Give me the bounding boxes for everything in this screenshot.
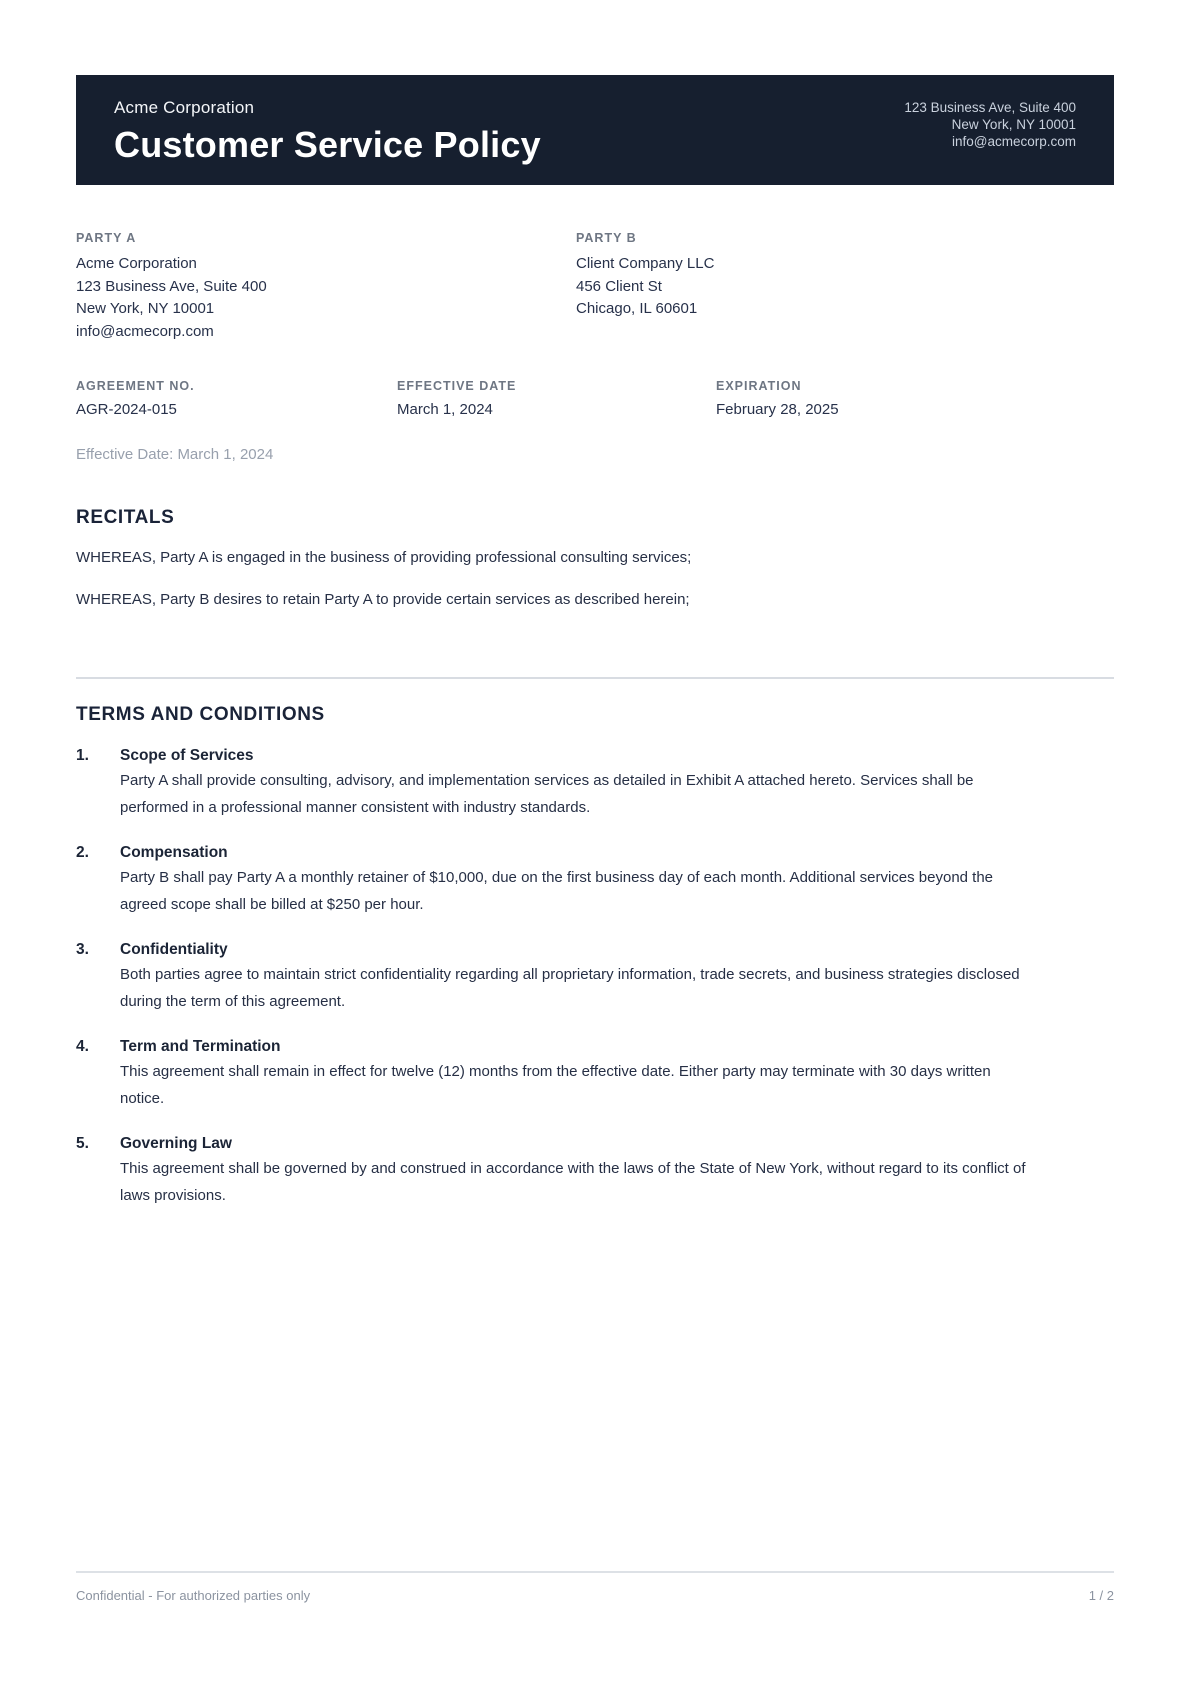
term-body: Party A shall provide consulting, advisory, and implementation services as detailed in Exhibit A attached hereto. Services shall be performed in a professional manner consistent with industry standards. <box>120 772 974 816</box>
term-body: Party B shall pay Party A a monthly retainer of $10,000, due on the first business day of each month. Additional services beyond the agreed scope shall be billed at $250 per hour. <box>120 869 994 913</box>
party-a-name: Acme Corporation <box>76 255 197 272</box>
party-a-block <box>76 231 576 343</box>
term-item-governing-law <box>76 1133 1038 1209</box>
party-b-name: Client Company LLC <box>576 255 715 272</box>
party-b-block <box>576 231 1114 343</box>
agreement-number-value: AGR-2024-015 <box>76 401 177 418</box>
term-item-termination <box>76 1036 1038 1112</box>
recitals-section <box>76 507 1114 609</box>
agreement-number-block <box>76 379 397 418</box>
company-name: Acme Corporation <box>114 98 255 118</box>
term-body: Both parties agree to maintain strict confidentiality regarding all proprietary information, trade secrets, and business strategies disclosed during the term of this agreement. <box>120 966 1020 1010</box>
effective-date-block <box>397 379 716 418</box>
term-item-confidentiality <box>76 939 1038 1015</box>
party-a-city: New York, NY 10001 <box>76 300 215 317</box>
header-left <box>114 98 541 164</box>
party-a-email: info@acmecorp.com <box>76 322 214 340</box>
party-b-label: PARTY B <box>576 231 637 245</box>
term-title: Term and Termination <box>120 1038 281 1055</box>
expiration-block <box>716 379 1114 418</box>
agreement-number-label: AGREEMENT NO. <box>76 379 195 393</box>
term-title: Confidentiality <box>120 941 228 958</box>
section-divider <box>76 677 1114 679</box>
header-address-line: New York, NY 10001 <box>951 116 1076 132</box>
term-title: Scope of Services <box>120 747 254 764</box>
document-title: Customer Service Policy <box>114 124 541 166</box>
party-b-address: 456 Client St <box>576 277 662 295</box>
term-number: 5. <box>76 1135 89 1152</box>
page-footer <box>76 1571 1114 1603</box>
header-email: info@acmecorp.com <box>952 133 1076 149</box>
effective-date-note: Effective Date: March 1, 2024 <box>76 446 274 463</box>
term-body: This agreement shall be governed by and construed in accordance with the laws of the State of New York, without regard to its conflict of laws provisions. <box>120 1160 1026 1204</box>
term-number: 2. <box>76 844 89 861</box>
footer-page-number: 1 / 2 <box>1088 1588 1114 1603</box>
recitals-heading: RECITALS <box>76 507 175 528</box>
agreement-meta-section <box>76 379 1114 418</box>
party-a-address: 123 Business Ave, Suite 400 <box>76 277 267 295</box>
party-b-city: Chicago, IL 60601 <box>576 300 698 317</box>
term-number: 1. <box>76 747 89 764</box>
terms-heading: TERMS AND CONDITIONS <box>76 704 325 725</box>
document-header <box>76 75 1114 185</box>
expiration-label: EXPIRATION <box>716 379 802 393</box>
term-number: 4. <box>76 1038 89 1055</box>
term-title: Governing Law <box>120 1135 232 1152</box>
term-title: Compensation <box>120 844 228 861</box>
expiration-value: February 28, 2025 <box>716 401 839 418</box>
effective-date-label: EFFECTIVE DATE <box>397 379 517 393</box>
effective-date-value: March 1, 2024 <box>397 401 493 418</box>
term-body: This agreement shall remain in effect for twelve (12) months from the effective date. Either party may terminate with 30 days written notice. <box>120 1063 991 1107</box>
header-address-block <box>904 99 1076 150</box>
terms-section <box>76 704 1114 1209</box>
recital-paragraph: WHEREAS, Party A is engaged in the business of providing professional consulting services; <box>76 549 692 566</box>
header-address-line: 123 Business Ave, Suite 400 <box>904 99 1076 115</box>
parties-section <box>76 231 1114 343</box>
party-a-label: PARTY A <box>76 231 137 245</box>
term-number: 3. <box>76 941 89 958</box>
term-item-scope <box>76 745 1038 821</box>
term-item-compensation <box>76 842 1038 918</box>
recital-paragraph: WHEREAS, Party B desires to retain Party A to provide certain services as described herein; <box>76 591 690 608</box>
footer-confidentiality-note: Confidential - For authorized parties only <box>76 1588 311 1603</box>
